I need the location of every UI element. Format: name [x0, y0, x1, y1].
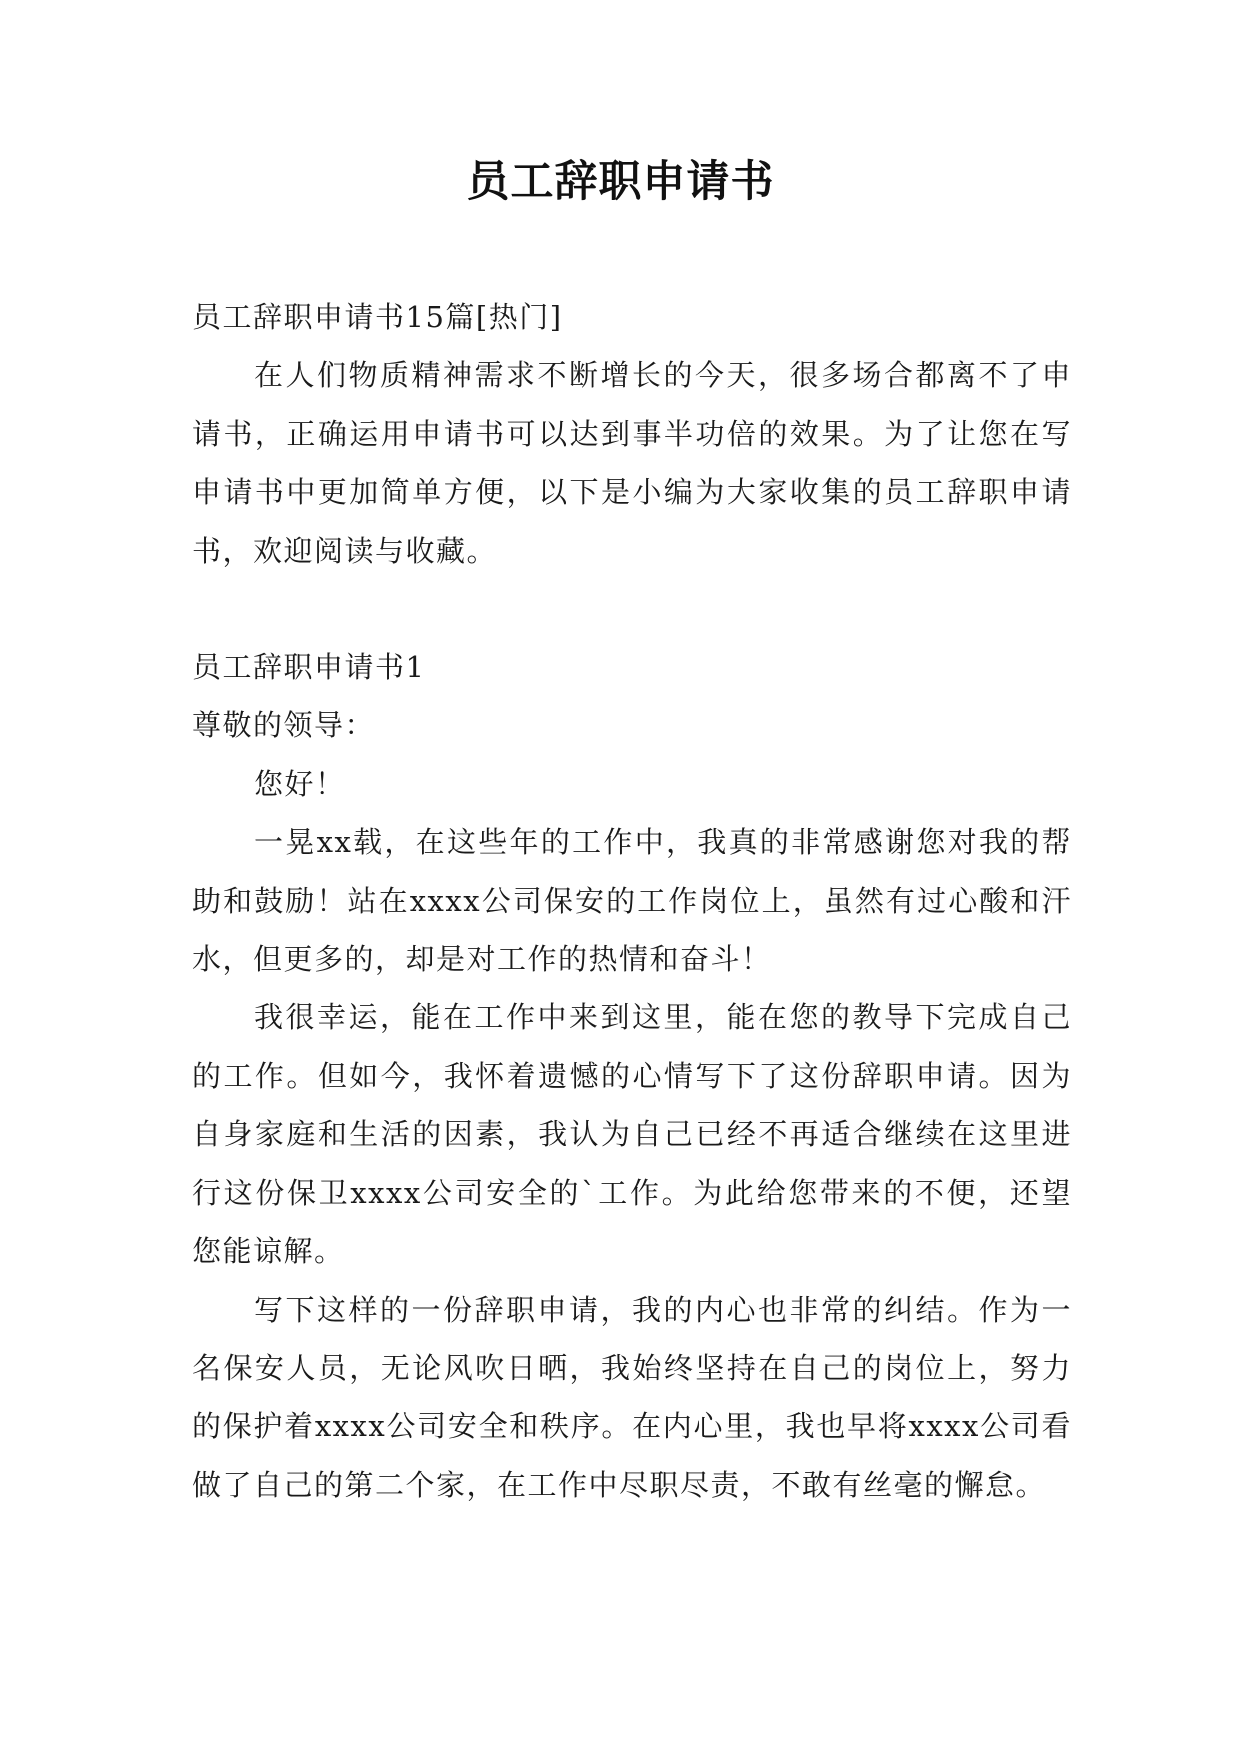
body-paragraph: 我很幸运，能在工作中来到这里，能在您的教导下完成自己的工作。但如今，我怀着遗憾的心情写下了这份辞职申请。因为自身家庭和生活的因素，我认为自己已经不再适合继续在这里进行这份保卫xxxx公司安全的`工作。为此给您带来的不便，还望您能谅解。	[192, 1000, 1072, 1269]
intro-paragraph: 在人们物质精神需求不断增长的今天，很多场合都离不了申请书，正确运用申请书可以达到事半功倍的效果。为了让您在写申请书中更加简单方便，以下是小编为大家收集的员工辞职申请书，欢迎阅读与收藏。	[192, 358, 1072, 568]
section-heading: 员工辞职申请书1	[192, 650, 426, 685]
body-paragraph: 一晃xx载，在这些年的工作中，我真的非常感谢您对我的帮助和鼓励！站在xxxx公司保安的工作岗位上，虽然有过心酸和汗水，但更多的，却是对工作的热情和奋斗！	[192, 825, 1072, 977]
body-paragraph: 写下这样的一份辞职申请，我的内心也非常的纠结。作为一名保安人员，无论风吹日晒，我始终坚持在自己的岗位上，努力的保护着xxxx公司安全和秩序。在内心里，我也早将xxxx公司看做了自己的第二个家，在工作中尽职尽责，不敢有丝毫的懈怠。	[192, 1292, 1072, 1502]
document-body	[192, 288, 1072, 1514]
salutation: 尊敬的领导：	[192, 708, 376, 743]
greeting: 您好！	[254, 766, 346, 801]
document-title: 员工辞职申请书	[466, 157, 775, 207]
document-subtitle: 员工辞职申请书15篇[热门]	[192, 300, 563, 334]
